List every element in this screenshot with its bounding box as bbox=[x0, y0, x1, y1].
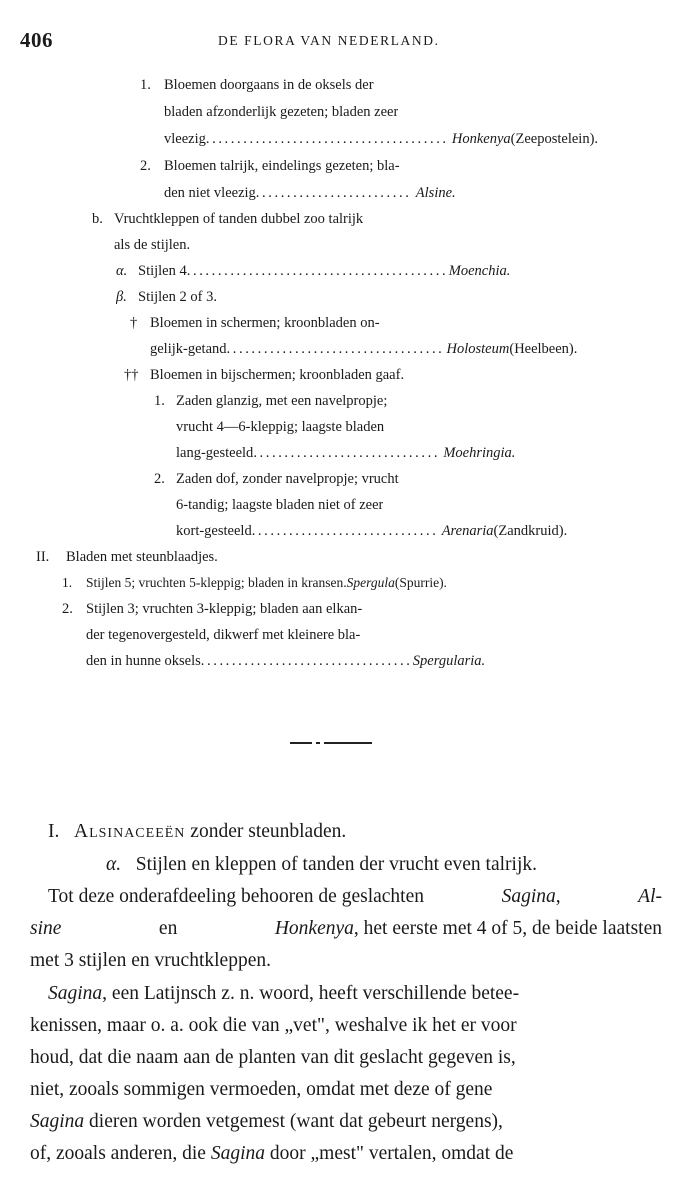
key-line bbox=[36, 544, 218, 570]
key-line bbox=[176, 492, 383, 518]
key-text: Vruchtkleppen of tanden dubbel zoo talrijk bbox=[114, 211, 364, 227]
key-line bbox=[130, 310, 380, 336]
leader-dots: ....................................... bbox=[205, 131, 449, 147]
key-text: Stijlen 4 bbox=[138, 263, 187, 279]
key-text: der tegenovergesteld, dikwerf met kleinere bla- bbox=[86, 627, 361, 643]
key-marker: 1. bbox=[62, 575, 73, 590]
section-number: I. bbox=[48, 821, 60, 842]
key-text: Stijlen 3; vruchten 3-kleppig; bladen aan elkan- bbox=[86, 601, 363, 617]
taxon-name: Moenchia. bbox=[448, 263, 511, 279]
section-heading bbox=[48, 815, 346, 848]
key-text: Stijlen 5; vruchten 5-kleppig; bladen in kransen. bbox=[86, 575, 347, 590]
key-marker: 2. bbox=[154, 471, 165, 487]
key-line bbox=[176, 518, 664, 544]
key-line bbox=[86, 648, 586, 674]
paragraph-line bbox=[30, 1009, 662, 1042]
genus-name: sine bbox=[30, 918, 62, 939]
text-run: dieren worden vetgemest (want dat gebeurt nergens), bbox=[89, 1111, 503, 1132]
leader-dots: ................................... bbox=[226, 341, 445, 357]
genus-name: Sagina bbox=[501, 886, 556, 907]
leader-dots: .................................. bbox=[200, 653, 413, 669]
key-marker: α. bbox=[116, 263, 128, 279]
paragraph-line bbox=[30, 1041, 662, 1074]
leader-dots: .......................................... bbox=[186, 263, 449, 279]
leader-dots: ......................... bbox=[255, 185, 412, 201]
key-line bbox=[164, 180, 544, 206]
key-text: als de stijlen. bbox=[114, 237, 191, 253]
text-run: met 3 stijlen en vruchtkleppen. bbox=[30, 950, 271, 971]
key-line bbox=[150, 336, 660, 362]
text-run: niet, zooals sommigen vermoeden, omdat met deze of gene bbox=[30, 1079, 493, 1100]
key-line bbox=[116, 284, 217, 310]
paragraph-line bbox=[48, 880, 662, 913]
key-marker: †† bbox=[124, 367, 139, 383]
page-header bbox=[20, 28, 660, 52]
key-text: lang-gesteeld bbox=[176, 445, 254, 461]
common-name: (Heelbeen). bbox=[509, 341, 578, 357]
subsection-marker: α. bbox=[106, 854, 122, 875]
key-text: Bloemen doorgaans in de oksels der bbox=[164, 77, 374, 93]
taxon-name: Spergularia. bbox=[412, 653, 486, 669]
key-text: 6-tandig; laagste bladen niet of zeer bbox=[176, 497, 384, 513]
taxon-name: Holosteum bbox=[446, 341, 510, 357]
section-family-name: Alsinaceeën bbox=[74, 821, 186, 842]
key-marker: 1. bbox=[154, 393, 165, 409]
section-separator bbox=[290, 742, 372, 744]
subsection-heading bbox=[106, 848, 537, 881]
taxon-name: Alsine. bbox=[415, 185, 456, 201]
key-marker: β. bbox=[116, 289, 127, 305]
key-text: vleezig bbox=[164, 131, 206, 147]
key-line bbox=[92, 206, 363, 232]
genus-name: Sagina bbox=[210, 1143, 266, 1164]
key-marker: b. bbox=[92, 211, 103, 227]
common-name: (Zeepostelein). bbox=[510, 131, 599, 147]
key-marker: † bbox=[130, 315, 138, 331]
running-title: DE FLORA VAN NEDERLAND. bbox=[218, 33, 440, 48]
key-text: bladen afzonderlijk gezeten; bladen zeer bbox=[164, 104, 399, 120]
key-text: vrucht 4—6-kleppig; laagste bladen bbox=[176, 419, 385, 435]
key-line bbox=[164, 126, 664, 152]
key-line bbox=[154, 388, 387, 414]
common-name: (Zandkruid). bbox=[493, 523, 568, 539]
key-line bbox=[140, 153, 400, 179]
key-text: Stijlen 2 of 3. bbox=[138, 289, 217, 305]
paragraph-line bbox=[30, 912, 662, 945]
genus-name: Sagina bbox=[48, 983, 103, 1004]
page-number: 406 bbox=[20, 28, 53, 52]
key-marker: 2. bbox=[140, 158, 151, 174]
key-text: kort-gesteeld bbox=[176, 523, 252, 539]
key-text: Bladen met steunblaadjes. bbox=[66, 549, 218, 565]
key-line bbox=[124, 362, 404, 388]
key-marker: 2. bbox=[62, 601, 73, 617]
paragraph-line bbox=[30, 1105, 662, 1138]
key-line bbox=[62, 570, 642, 596]
paragraph-line bbox=[30, 1137, 662, 1170]
leader-dots: .............................. bbox=[253, 445, 441, 461]
key-marker: II. bbox=[36, 549, 50, 565]
paragraph-line bbox=[48, 977, 662, 1010]
paragraph-line bbox=[30, 944, 271, 977]
genus-name: Honkenya bbox=[274, 918, 354, 939]
subsection-text: Stijlen en kleppen of tanden der vrucht even talrijk. bbox=[135, 854, 537, 875]
key-line bbox=[114, 232, 190, 258]
key-text: Bloemen in bijschermen; kroonbladen gaaf. bbox=[150, 367, 405, 383]
key-text: Zaden glanzig, met een navelpropje; bbox=[176, 393, 388, 409]
key-text: Bloemen in schermen; kroonbladen on- bbox=[150, 315, 380, 331]
text-run: of, zooals anderen, die bbox=[30, 1143, 206, 1164]
key-line bbox=[62, 596, 362, 622]
text-run: houd, dat die naam aan de planten van dit geslacht gegeven is, bbox=[30, 1047, 516, 1068]
common-name: (Spurrie). bbox=[394, 575, 447, 590]
taxon-name: Spergula bbox=[346, 575, 395, 590]
key-text: Zaden dof, zonder navelpropje; vrucht bbox=[176, 471, 399, 487]
leader-dots: .............................. bbox=[251, 523, 439, 539]
genus-name: Al- bbox=[638, 886, 662, 907]
key-line bbox=[176, 440, 576, 466]
text-run: , bbox=[555, 886, 561, 907]
paragraph-line bbox=[30, 1073, 662, 1106]
section-heading-rest: zonder steunbladen. bbox=[190, 821, 347, 842]
key-line bbox=[154, 466, 399, 492]
key-line bbox=[164, 99, 398, 125]
key-line bbox=[116, 258, 576, 284]
taxon-name: Honkenya bbox=[451, 131, 511, 147]
key-line bbox=[176, 414, 384, 440]
key-text: Bloemen talrijk, eindelings gezeten; bla- bbox=[164, 158, 400, 174]
key-text: gelijk-getand bbox=[150, 341, 227, 357]
key-text: den niet vleezig bbox=[164, 185, 256, 201]
taxon-name: Arenaria bbox=[441, 523, 494, 539]
key-marker: 1. bbox=[140, 77, 151, 93]
key-text: den in hunne oksels bbox=[86, 653, 201, 669]
genus-name: Sagina bbox=[30, 1111, 85, 1132]
key-line bbox=[86, 622, 360, 648]
text-run: door „mest" vertalen, omdat de bbox=[269, 1143, 514, 1164]
text-run: kenissen, maar o. a. ook die van „vet", weshalve ik het er voor bbox=[30, 1015, 517, 1036]
text-run: en bbox=[158, 918, 178, 939]
text-run: Tot deze onderafdeeling behooren de geslachten bbox=[48, 886, 425, 907]
taxon-name: Moehringia. bbox=[443, 445, 516, 461]
text-run: , het eerste met 4 of 5, de beide laatsten bbox=[353, 918, 662, 939]
key-line bbox=[140, 72, 374, 98]
text-run: , een Latijnsch z. n. woord, heeft verschillende betee- bbox=[102, 983, 520, 1004]
